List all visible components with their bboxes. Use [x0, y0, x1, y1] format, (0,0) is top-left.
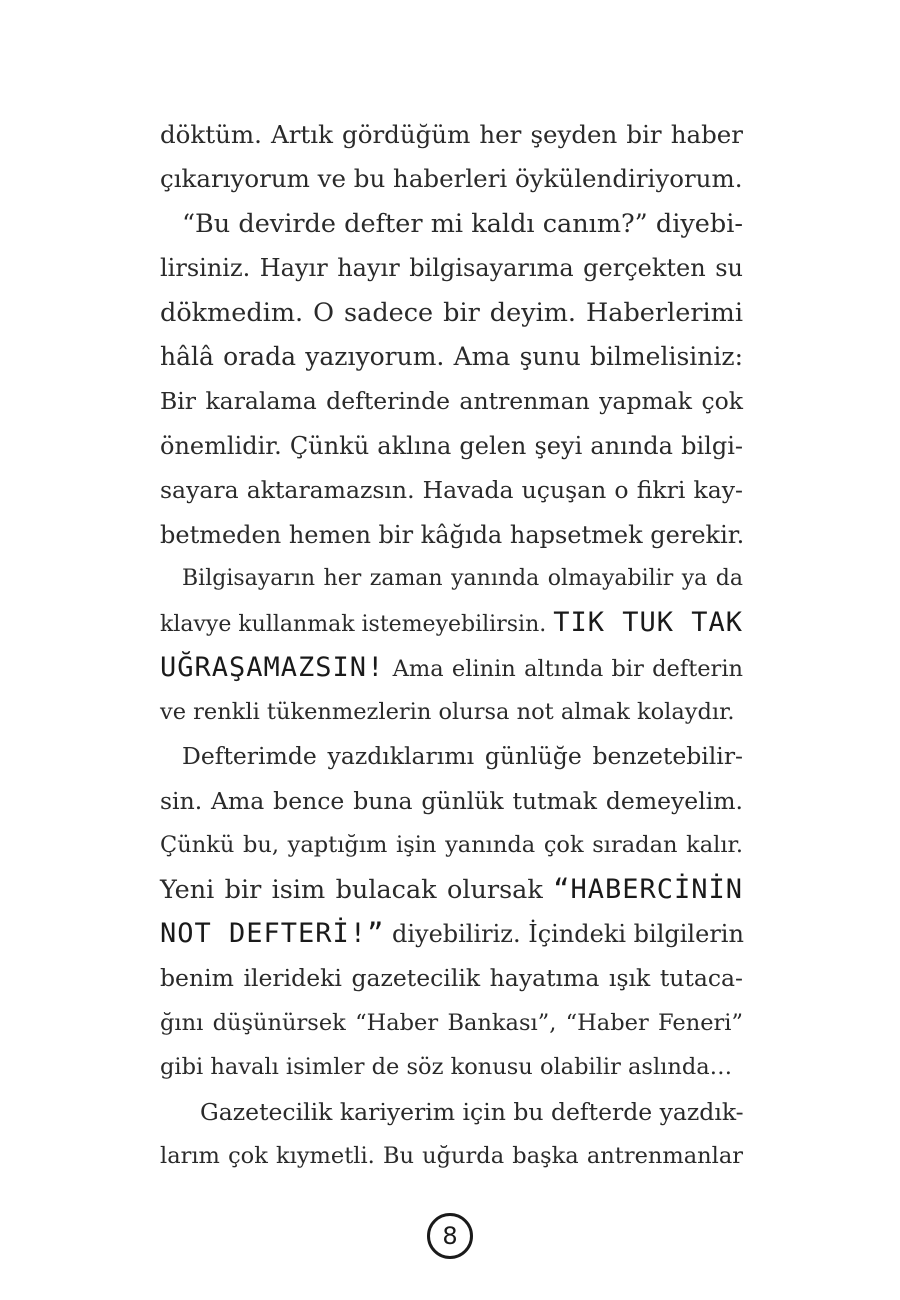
- text-line: Gazetecilik kariyerim için bu defterde yazdık-: [200, 1097, 744, 1126]
- text-line: ğını düşünürsek “Haber Bankası”, “Haber Feneri”: [160, 1009, 743, 1036]
- text-line: larım çok kıymetli. Bu uğurda başka antrenmanlar: [160, 1142, 743, 1169]
- text-line: betmeden hemen bir kâğıda hapsetmek gerekir.: [160, 520, 745, 549]
- text-line: [160, 646, 743, 690]
- page-number: 8: [442, 1222, 458, 1250]
- handwritten-text: TIK TUK TAK: [553, 607, 744, 639]
- text-line: gibi havalı isimler de söz konusu olabilir aslında…: [160, 1054, 733, 1081]
- line-text: Ama elinin altında bir defterin: [392, 655, 743, 682]
- line-text: diyebiliriz. İçindeki bilgilerin: [391, 920, 744, 949]
- text-line: Çünkü bu, yaptığım işin yanında çok sıradan kalır.: [160, 832, 743, 859]
- text-line: sayara aktaramazsın. Havada uçuşan o fikri kay-: [160, 476, 743, 505]
- text-line: sin. Ama bence buna günlük tutmak demeyelim.: [160, 786, 743, 815]
- handwritten-text: NOT DEFTERİ!”: [160, 918, 385, 950]
- text-line: Bilgisayarın her zaman yanında olmayabilir ya da: [182, 565, 743, 591]
- line-text: klavye kullanmak istemeyebilirsin.: [160, 612, 547, 638]
- line-text: Yeni bir isim bulacak olursak: [160, 874, 543, 905]
- handwritten-text: “HABERCİNİN: [553, 873, 744, 905]
- text-line: dökmedim. O sadece bir deyim. Haberlerimi: [160, 297, 743, 328]
- text-line: lirsiniz. Hayır hayır bilgisayarıma gerçekten su: [160, 254, 743, 283]
- text-line: [160, 601, 743, 645]
- text-line: önemlidir. Çünkü aklına gelen şeyi anında bilgi-: [160, 431, 743, 460]
- text-line: [160, 912, 743, 956]
- text-line: döktüm. Artık gördüğüm her şeyden bir haber: [160, 120, 743, 149]
- text-line: Defterimde yazdıklarımı günlüğe benzetebilir-: [182, 742, 743, 771]
- body-text: [160, 113, 743, 1178]
- text-line: “Bu devirde defter mi kaldı canım?” diyebi-: [182, 208, 743, 239]
- text-line: çıkarıyorum ve bu haberleri öykülendiriyorum.: [160, 164, 743, 194]
- page-number-badge: [427, 1213, 473, 1259]
- text-line: [160, 868, 743, 912]
- handwritten-text: UĞRAŞAMAZSIN!: [160, 651, 385, 683]
- text-line: Bir karalama defterinde antrenman yapmak çok: [160, 387, 743, 416]
- text-line: hâlâ orada yazıyorum. Ama şunu bilmelisiniz:: [160, 341, 743, 371]
- text-line: ve renkli tükenmezlerin olursa not almak kolaydır.: [160, 699, 735, 726]
- text-line: benim ilerideki gazetecilik hayatıma ışık tutaca-: [160, 964, 743, 993]
